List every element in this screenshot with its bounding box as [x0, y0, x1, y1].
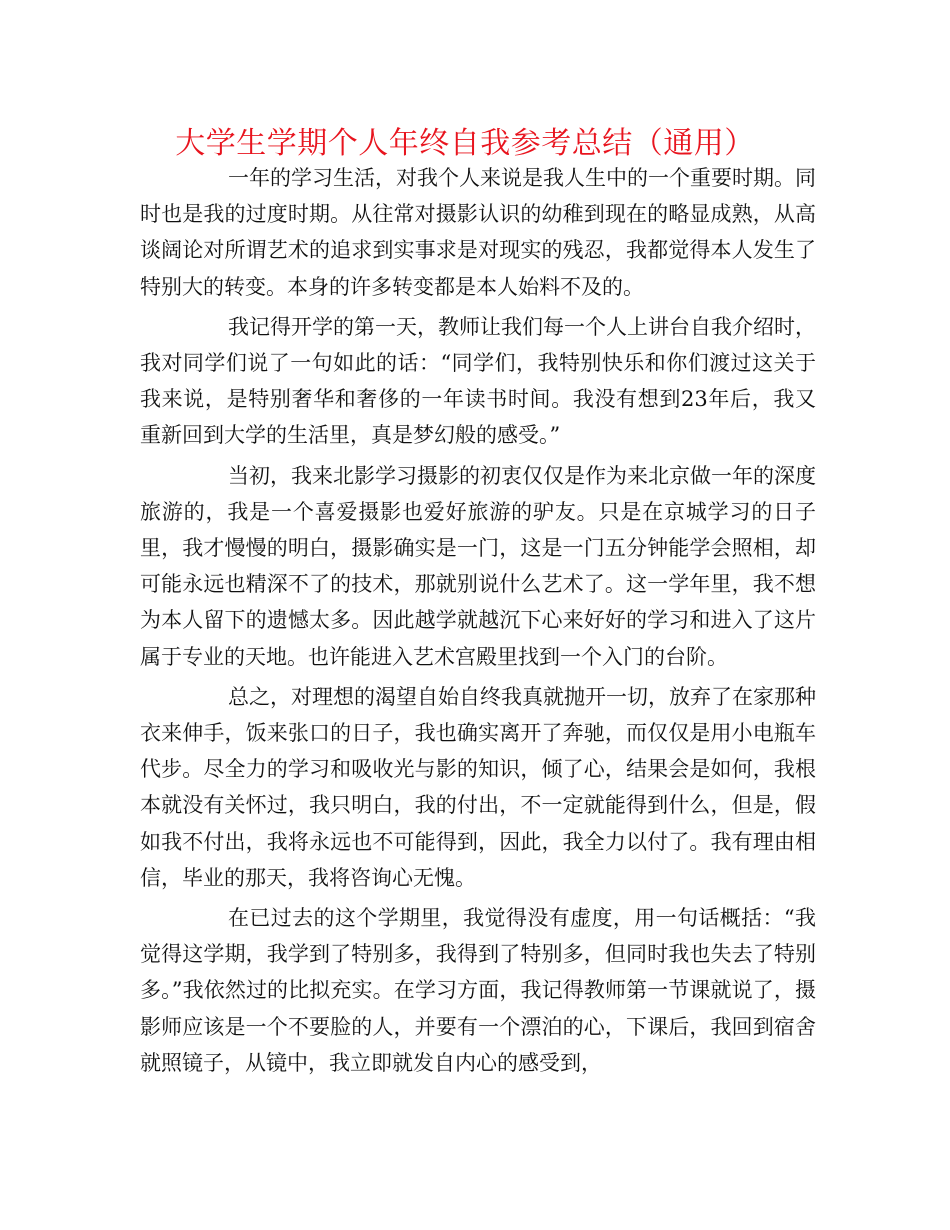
paragraph-2: 我记得开学的第一天，教师让我们每一个人上讲台自我介绍时，我对同学们说了一句如此的话：“同学们，我特别快乐和你们渡过这关于我来说，是特别奢华和奢侈的一年读书时间。我没有想到23年后，我又重新回到大学的生活里，真是梦幻般的感受。”: [140, 314, 816, 448]
paragraph-1: 一年的学习生活，对我个人来说是我人生中的一个重要时期。同时也是我的过度时期。从往常对摄影认识的幼稚到现在的略显成熟，从高谈阔论对所谓艺术的追求到实事求是对现实的残忍，我都觉得本人发生了特别大的转变。本身的许多转变都是本人始料不及的。: [140, 166, 816, 299]
paragraph-5: 在已过去的这个学期里，我觉得没有虚度，用一句话概括：“我觉得这学期，我学到了特别多，我得到了特别多，但同时我也失去了特别多。”我依然过的比拟充实。在学习方面，我记得教师第一节课就说了，摄影师应该是一个不要脸的人，并要有一个漂泊的心，下课后，我回到宿舍就照镜子，从镜中，我立即就发自内心的感受到，: [140, 906, 816, 1075]
document-body: [140, 160, 816, 1085]
paragraph-3: 当初，我来北影学习摄影的初衷仅仅是作为来北京做一年的深度旅游的，我是一个喜爱摄影也爱好旅游的驴友。只是在京城学习的日子里，我才慢慢的明白，摄影确实是一门，这是一门五分钟能学会照相，却可能永远也精深不了的技术，那就别说什么艺术了。这一学年里，我不想为本人留下的遗憾太多。因此越学就越沉下心来好好的学习和进入了这片属于专业的天地。也许能进入艺术宫殿里找到一个入门的台阶。: [140, 463, 816, 669]
document-title: 大学生学期个人年终自我参考总结（通用）: [175, 126, 755, 161]
paragraph-4: 总之，对理想的渴望自始自终我真就抛开一切，放弃了在家那种衣来伸手，饭来张口的日子，我也确实离开了奔驰，而仅仅是用小电瓶车代步。尽全力的学习和吸收光与影的知识，倾了心，结果会是如何，我根本就没有关怀过，我只明白，我的付出，不一定就能得到什么，但是，假如我不付出，我将永远也不可能得到，因此，我全力以付了。我有理由相信，毕业的那天，我将咨询心无愧。: [140, 684, 816, 890]
